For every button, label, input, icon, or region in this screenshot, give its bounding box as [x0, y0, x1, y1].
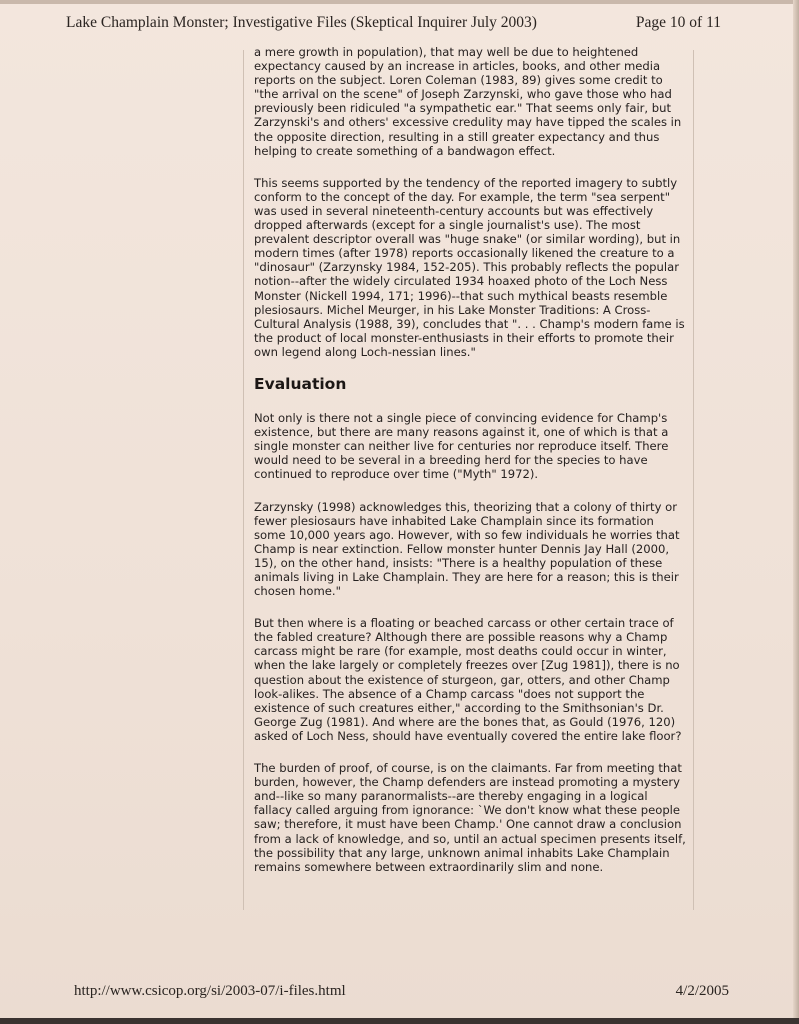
article-body: [254, 45, 686, 892]
scan-edge-bottom: [0, 1018, 799, 1024]
paragraph: But then where is a floating or beached carcass or other certain trace of the fabled creature? Although there are possible reasons why a Champ carcass might be rare (for example, most deaths could occur in winter, when the lake largely or completely freezes over [Zug 1981]), there is no question about the existence of sturgeon, gar, otters, and other Champ look-alikes. The absence of a Champ carcass "does not support the existence of such creatures either," according to the Smithsonian's Dr. George Zug (1981). And where are the bones that, as Gould (1976, 120) asked of Loch Ness, should have eventually covered the entire lake floor?: [254, 616, 682, 743]
paragraph: The burden of proof, of course, is on the claimants. Far from meeting that burden, however, the Champ defenders are instead promoting a mystery and--like so many paranormalists--are thereby engaging in a logical fallacy called arguing from ignorance: `We don't know what these people saw; therefore, it must have been Champ.' One cannot draw a conclusion from a lack of knowledge, and so, until an actual specimen presents itself, the possibility that any large, unknown animal inhabits Lake Champlain remains somewhere between extraordinarily slim and none.: [254, 761, 686, 874]
scan-edge-top: [0, 0, 799, 4]
paragraph: Not only is there not a single piece of convincing evidence for Champ's existence, but there are many reasons against it, one of which is that a single monster can neither live for centuries nor reproduce itself. There would need to be several in a breeding herd for the species to have continued to reproduce over time ("Myth" 1972).: [254, 411, 669, 482]
document-title: Lake Champlain Monster; Investigative Files (Skeptical Inquirer July 2003): [66, 14, 537, 31]
print-date: 4/2/2005: [675, 983, 729, 999]
column-rule-left: [243, 50, 244, 910]
paragraph: Zarzynsky (1998) acknowledges this, theorizing that a colony of thirty or fewer plesiosaurs have inhabited Lake Champlain since its formation some 10,000 years ago. However, with so few individuals he worries that Champ is near extinction. Fellow monster hunter Dennis Jay Hall (2000, 15), on the other hand, insists: "There is a healthy population of these animals living in Lake Champlain. They are here for a reason; this is their chosen home.": [254, 499, 680, 599]
paragraph: a mere growth in population), that may well be due to heightened expectancy caused by an increase in articles, books, and other media reports on the subject. Loren Coleman (1983, 89) gives some credit to "the arrival on the scene" of Joseph Zarzynski, who gave those who had previously been ridiculed "a sympathetic ear." That seems only fair, but Zarzynski's and others' excessive credulity may have tipped the scales in the opposite direction, resulting in a still greater expectancy and thus helping to create something of a bandwagon effect.: [254, 45, 682, 158]
section-heading: Evaluation: [254, 374, 347, 393]
column-rule-right: [693, 50, 694, 910]
scan-edge-right: [793, 0, 799, 1024]
page-number: Page 10 of 11: [635, 14, 721, 31]
page-url: http://www.csicop.org/si/2003-07/i-files.html: [74, 983, 346, 999]
paragraph: This seems supported by the tendency of the reported imagery to subtly conform to the concept of the day. For example, the term "sea serpent" was used in several nineteenth-century accounts but was effectively dropped afterwards (except for a single journalist's use). The most prevalent descriptor overall was "huge snake" (or similar wording), but in modern times (after 1978) reports occasionally likened the creature to a "dinosaur" (Zarzynsky 1984, 152-205). This probably reflects the popular notion--after the widely circulated 1934 hoaxed photo of the Loch Ness Monster (Nickell 1994, 171; 1996)--that such mythical beasts resemble plesiosaurs. Michel Meurger, in his Lake Monster Traditions: A Cross-Cultural Analysis (1988, 39), concludes that ". . . Champ's modern fame is the product of local monster-enthusiasts in their efforts to promote their own legend along Loch-nessian lines.": [254, 175, 685, 359]
